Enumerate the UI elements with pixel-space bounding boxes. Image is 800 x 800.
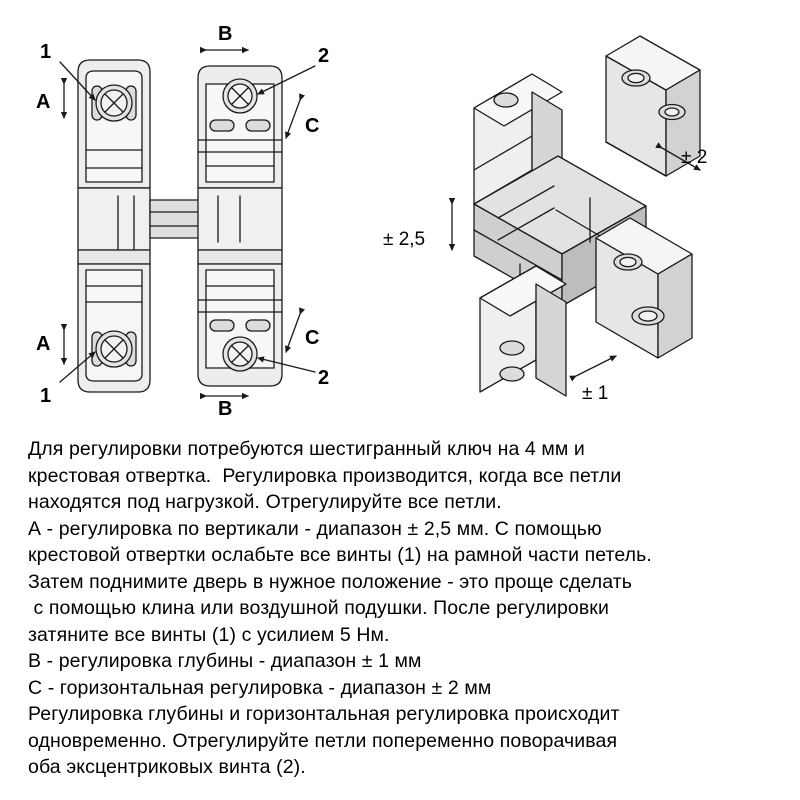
instruction-line: Регулировка глубины и горизонтальная регулировка происходит <box>28 703 620 725</box>
instruction-line: C - горизонтальная регулировка - диапазон ± 2 мм <box>28 676 492 699</box>
instruction-line: находятся под нагрузкой. Отрегулируйте все петли. <box>28 491 502 513</box>
hinge-linkage <box>78 188 282 264</box>
lower-frame-plate <box>198 264 282 386</box>
upper-frame-plate <box>198 66 282 188</box>
instruction-line: оба эксцентриковых винта (2). <box>28 756 306 778</box>
instruction-line: А - регулировка по вертикали - диапазон ± 2,5 мм. С помощью <box>28 517 602 540</box>
tolerance-depth-label: ± 1 <box>582 383 609 404</box>
arrow-depth-tolerance <box>576 356 616 376</box>
instruction-line: крестовой отвертки ослабьте все винты (1) на рамной части петель. <box>28 544 652 566</box>
axis-label-c-top: C <box>305 115 320 137</box>
tolerance-horizontal-label: ± 2 <box>681 147 708 168</box>
axis-label-c-bottom: C <box>305 327 320 349</box>
callout-1-top: 1 <box>40 41 52 63</box>
callout-2-bottom: 2 <box>318 367 330 389</box>
callout-1-bottom: 1 <box>40 385 52 407</box>
instruction-line: с помощью клина или воздушной подушки. После регулировки <box>28 597 609 619</box>
lower-leaf-plate <box>78 264 150 392</box>
iso-lower-leaf <box>480 266 566 396</box>
callout-2-top: 2 <box>318 45 330 67</box>
instruction-line: затяните все винты (1) с усилием 5 Нм. <box>28 623 390 646</box>
iso-lower-arm <box>596 218 692 358</box>
hinge-isometric-view <box>452 36 700 396</box>
instructions-block <box>28 436 776 781</box>
instruction-line: Для регулировки потребуются шестигранный ключ на 4 мм и <box>28 438 585 460</box>
upper-leaf-plate <box>78 60 150 188</box>
tolerance-vertical-label: ± 2,5 <box>383 229 426 250</box>
instruction-line: B - регулировка глубины - диапазон ± 1 мм <box>28 650 422 672</box>
axis-label-a-top: A <box>36 91 51 113</box>
axis-label-a-bottom: A <box>36 333 51 355</box>
instruction-line: Затем поднимите дверь в нужное положение - это проще сделать <box>28 570 633 593</box>
instruction-line: одновременно. Отрегулируйте петли попеременно поворачивая <box>28 729 618 752</box>
axis-label-b-bottom: B <box>218 398 233 420</box>
hinge-front-view <box>60 50 315 396</box>
axis-label-b-top: B <box>218 23 233 45</box>
instruction-line: крестовая отвертка. Регулировка производится, когда все петли <box>28 464 622 487</box>
